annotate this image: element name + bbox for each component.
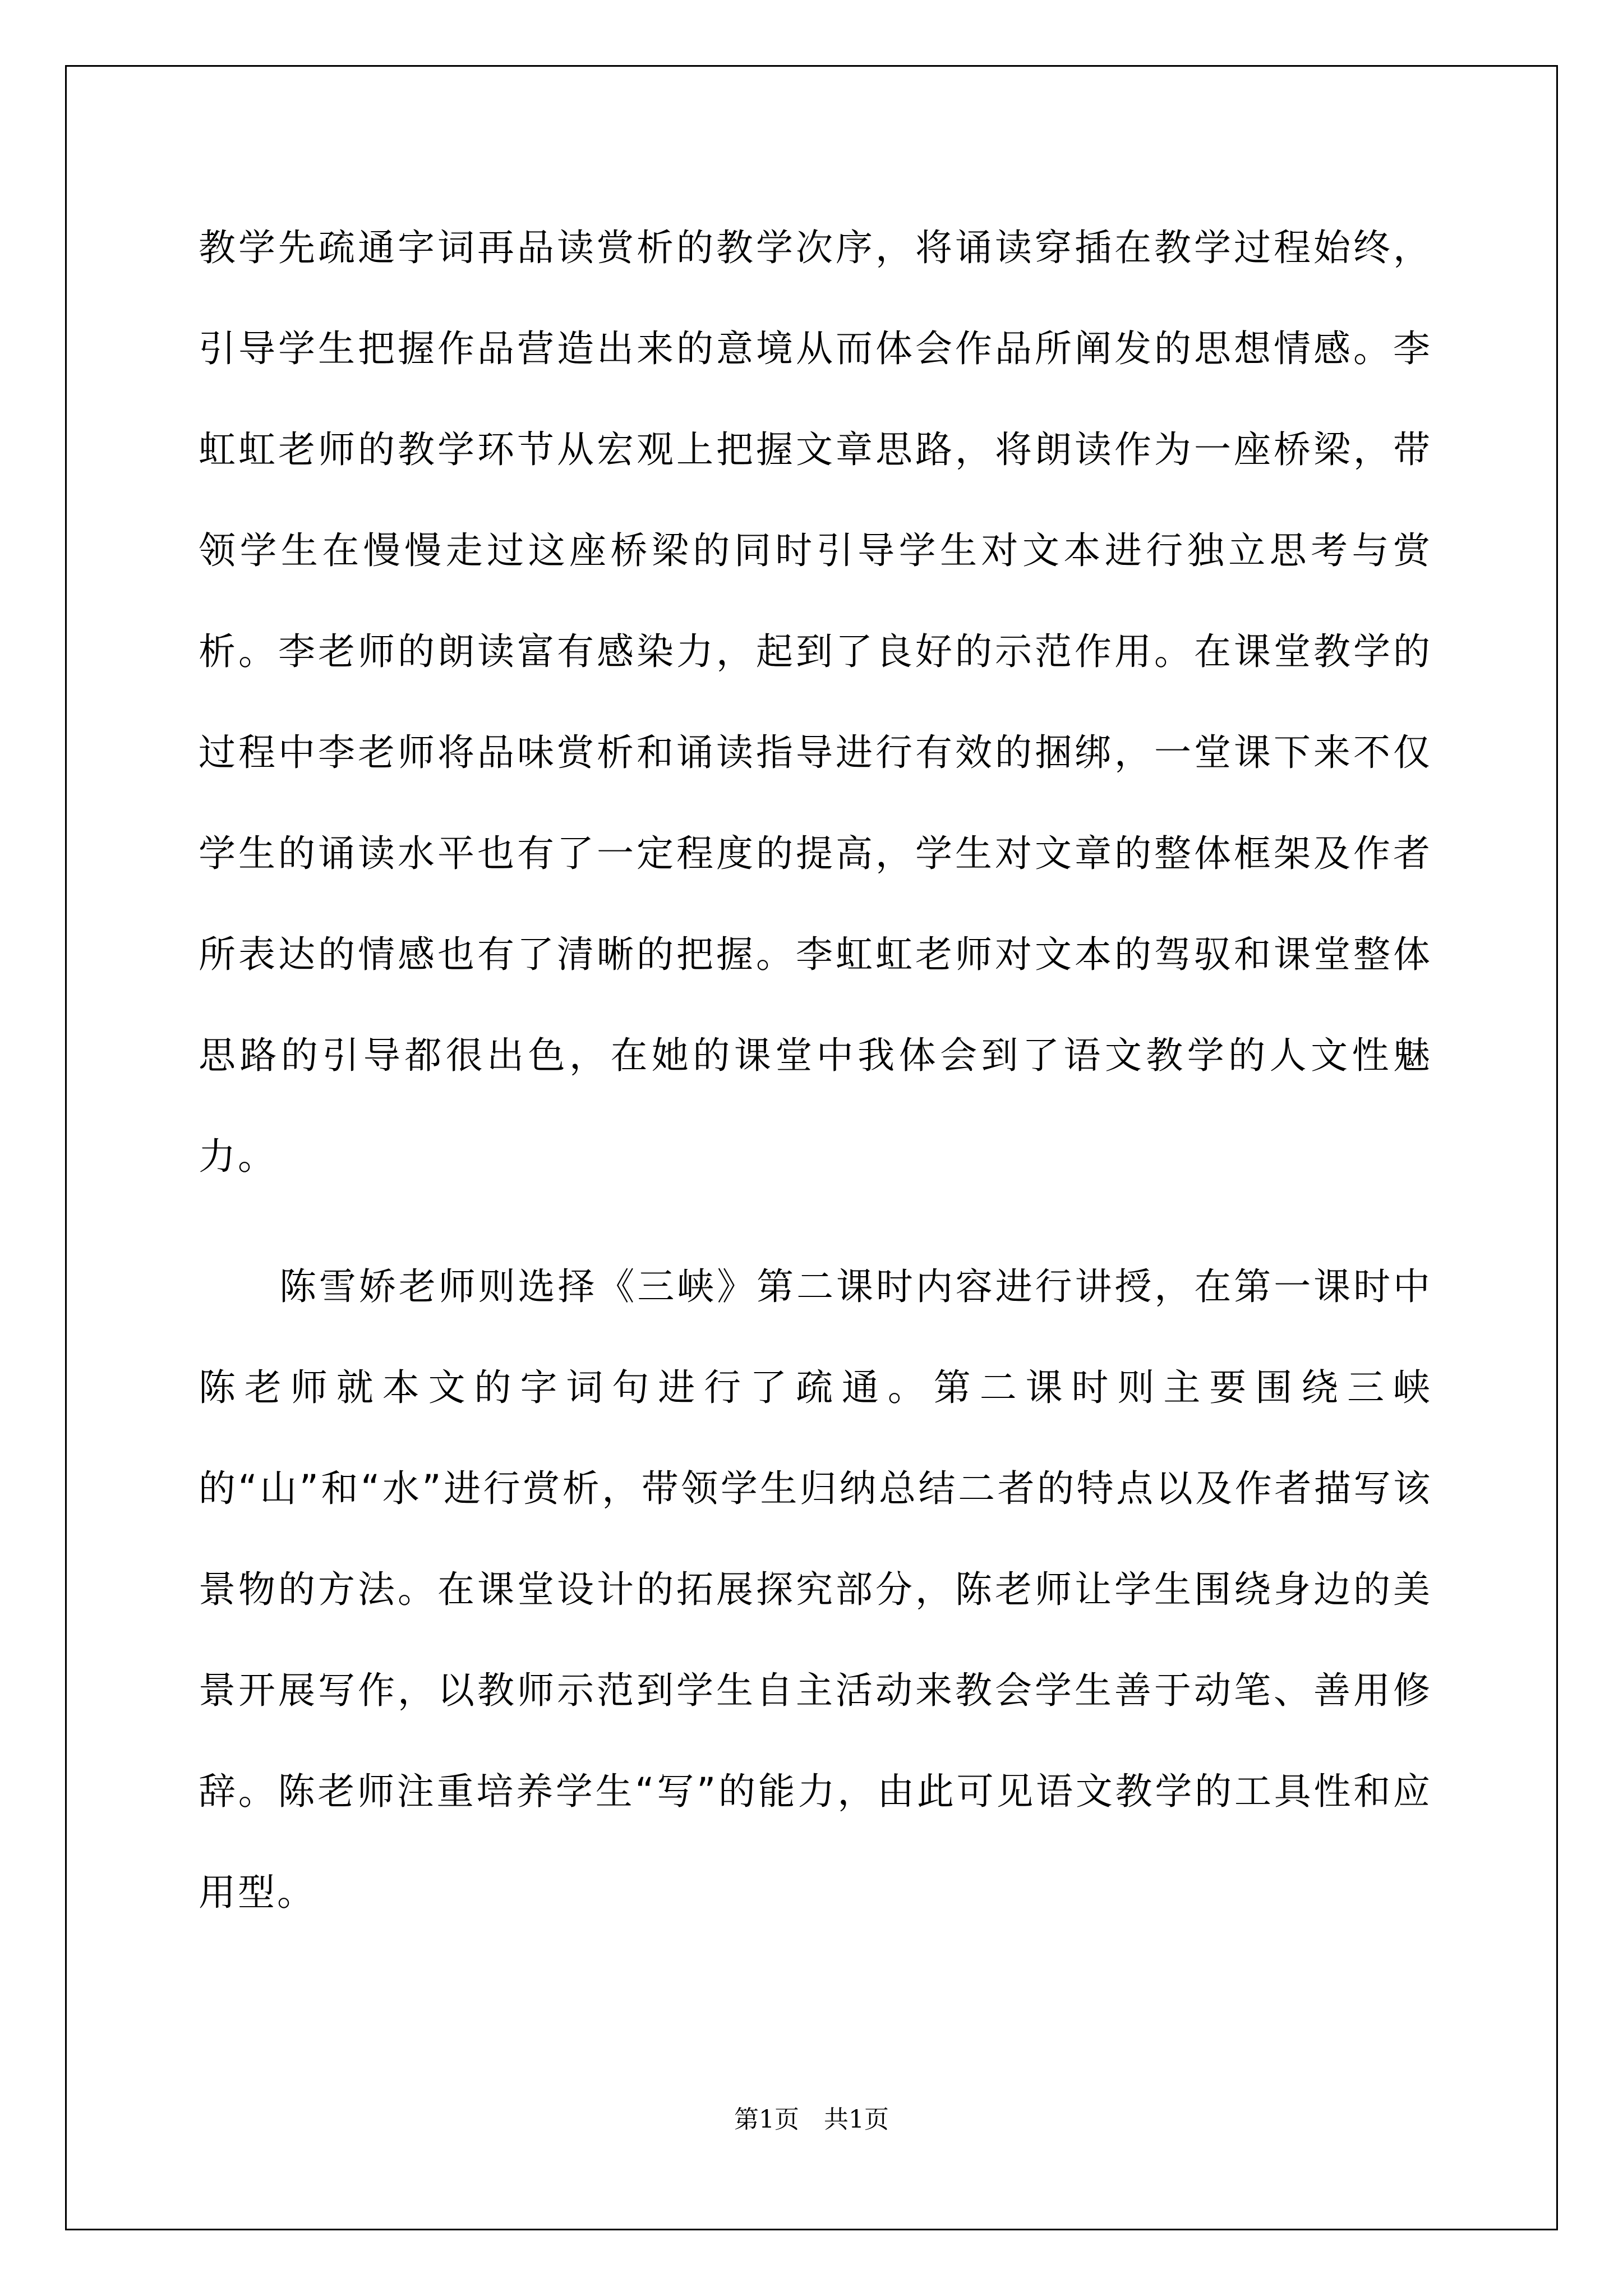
paragraph-1: 教学先疏通字词再品读赏析的教学次序，将诵读穿插在教学过程始终，引导学生把握作品营造出来的意境从而体会作品所阐发的思想情感。李虹虹老师的教学环节从宏观上把握文章思路，将朗读作为一座桥梁，带领学生在慢慢走过这座桥梁的同时引导学生对文本进行独立思考与赏析。李老师的朗读富有感染力，起到了良好的示范作用。在课堂教学的过程中李老师将品味赏析和诵读指导进行有效的捆绑，一堂课下来不仅学生的诵读水平也有了一定程度的提高，学生对文章的整体框架及作者所表达的情感也有了清晰的把握。李虹虹老师对文本的驾驭和课堂整体思路的引导都很出色，在她的课堂中我体会到了语文教学的人文性魅力。 <box>199 226 1432 1178</box>
page-number-footer: 第1页 共1页 <box>734 2105 889 2134</box>
paragraph-2: 陈雪娇老师则选择《三峡》第二课时内容进行讲授，在第一课时中陈老师就本文的字词句进行了疏通。第二课时则主要围绕三峡的“山”和“水”进行赏析，带领学生归纳总结二者的特点以及作者描写该景物的方法。在课堂设计的拓展探究部分，陈老师让学生围绕身边的美景开展写作，以教师示范到学生自主活动来教会学生善于动笔、善用修辞。陈老师注重培养学生“写”的能力，由此可见语文教学的工具性和应用型。 <box>199 1265 1432 1914</box>
